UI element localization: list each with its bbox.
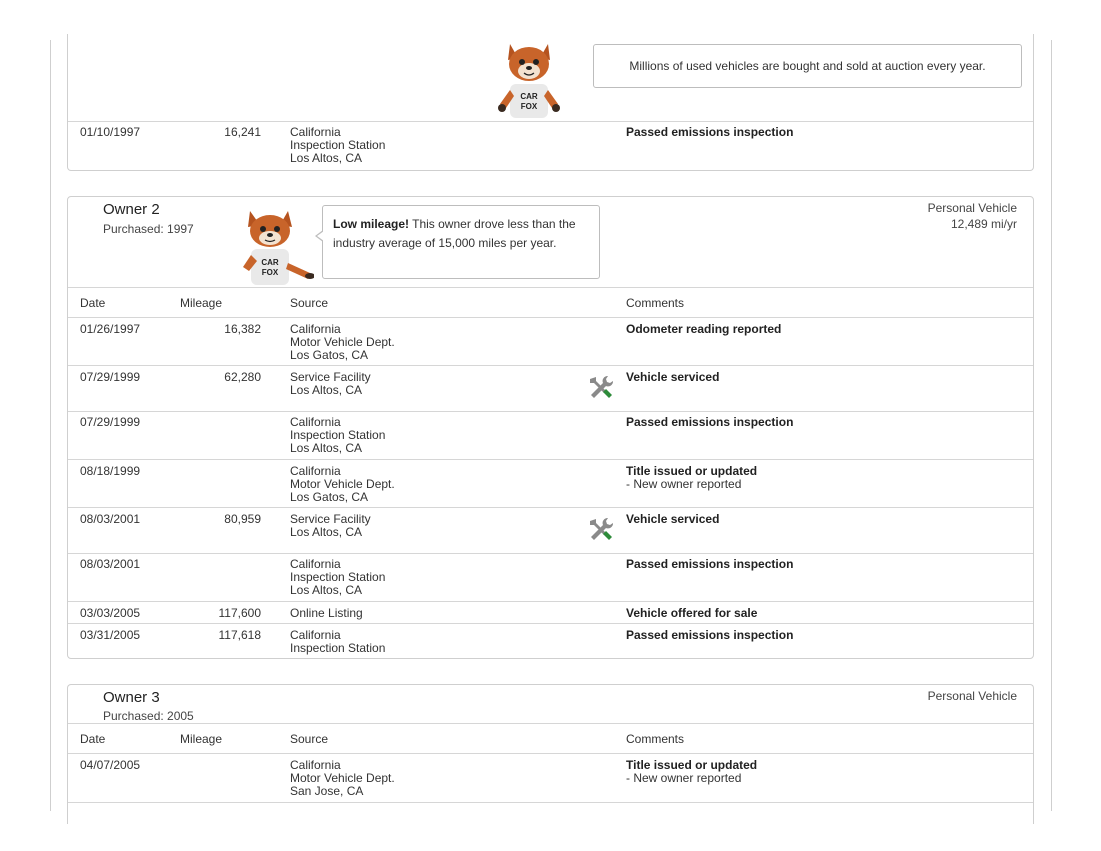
owner-purchased: Purchased: 2005 bbox=[103, 709, 194, 723]
row-comment-title: Title issued or updated bbox=[626, 758, 758, 772]
low-mileage-tip-bubble bbox=[322, 205, 600, 279]
owner-vehicle-type: Personal Vehicle bbox=[927, 689, 1017, 703]
row-comment-title: Passed emissions inspection bbox=[626, 628, 794, 642]
col-head-mileage: Mileage bbox=[180, 732, 223, 746]
row-date: 04/07/2005 bbox=[80, 758, 141, 772]
row-comment-title: Passed emissions inspection bbox=[626, 557, 794, 571]
owner-mileage-rate: 12,489 mi/yr bbox=[950, 217, 1017, 231]
owner-title: Owner 3 bbox=[103, 689, 160, 706]
row-source: California Inspection Station Los Altos, CA bbox=[290, 557, 386, 597]
svg-text:CAR: CAR bbox=[261, 258, 279, 267]
col-head-date: Date bbox=[80, 296, 106, 310]
col-head-comments: Comments bbox=[626, 732, 685, 746]
row-comment-title: Passed emissions inspection bbox=[626, 415, 794, 429]
auction-tip-bubble bbox=[593, 44, 1022, 88]
row-source: California Motor Vehicle Dept. Los Gatos, CA bbox=[290, 464, 395, 504]
row-comment-title: Odometer reading reported bbox=[626, 322, 782, 336]
row-comment bbox=[626, 558, 793, 571]
row-source: California Motor Vehicle Dept. Los Gatos, CA bbox=[290, 322, 395, 362]
row-date: 01/10/1997 bbox=[80, 125, 141, 139]
row-date: 08/03/2001 bbox=[80, 557, 141, 571]
col-head-source: Source bbox=[290, 296, 329, 310]
row-source: California Inspection Station Los Altos, CA bbox=[290, 415, 386, 455]
divider bbox=[68, 365, 1033, 366]
row-comment-title: Vehicle offered for sale bbox=[626, 606, 758, 620]
row-source: Service Facility Los Altos, CA bbox=[290, 512, 371, 539]
page-frame-right bbox=[1051, 40, 1052, 811]
row-comment-detail: - New owner reported bbox=[626, 477, 742, 491]
auction-tip-text: Millions of used vehicles are bought and sold at auction every year. bbox=[629, 59, 986, 73]
divider bbox=[68, 317, 1033, 318]
row-comment-title: Title issued or updated bbox=[626, 464, 758, 478]
divider bbox=[68, 802, 1033, 803]
owner-vehicle-type: Personal Vehicle bbox=[927, 201, 1017, 215]
row-comment bbox=[626, 126, 793, 139]
col-head-source: Source bbox=[290, 732, 329, 746]
row-mileage: 117,600 bbox=[218, 606, 261, 620]
row-comment bbox=[626, 607, 757, 620]
row-mileage: 62,280 bbox=[224, 370, 261, 384]
col-head-comments: Comments bbox=[626, 296, 685, 310]
divider bbox=[68, 723, 1033, 724]
low-mileage-tip-text: This owner drove less than the industry average of 15,000 miles per year. bbox=[333, 217, 576, 250]
owner-3-card bbox=[67, 684, 1034, 824]
row-comment bbox=[626, 513, 719, 526]
row-comment-title: Passed emissions inspection bbox=[626, 125, 794, 139]
carfox-mascot-icon bbox=[238, 207, 314, 287]
row-mileage: 80,959 bbox=[224, 512, 261, 526]
divider bbox=[68, 601, 1033, 602]
owner-title: Owner 2 bbox=[103, 201, 160, 218]
divider bbox=[68, 623, 1033, 624]
row-source: Service Facility Los Altos, CA bbox=[290, 370, 371, 397]
row-source: California Inspection Station bbox=[290, 628, 386, 655]
service-wrench-icon bbox=[586, 373, 614, 401]
divider bbox=[68, 459, 1033, 460]
row-comment bbox=[626, 371, 719, 384]
row-comment-detail: - New owner reported bbox=[626, 771, 742, 785]
divider bbox=[68, 753, 1033, 754]
row-comment-title: Vehicle serviced bbox=[626, 370, 720, 384]
owner-2-card bbox=[67, 196, 1034, 659]
low-mileage-tip-bold: Low mileage! bbox=[333, 217, 410, 231]
row-date: 07/29/1999 bbox=[80, 370, 141, 384]
divider bbox=[68, 553, 1033, 554]
row-mileage: 117,618 bbox=[218, 628, 261, 642]
owner-1-card bbox=[67, 34, 1034, 171]
row-date: 03/03/2005 bbox=[80, 606, 141, 620]
service-wrench-icon bbox=[586, 515, 614, 543]
row-mileage: 16,241 bbox=[224, 125, 261, 139]
svg-text:CAR: CAR bbox=[520, 92, 538, 101]
row-source: California Motor Vehicle Dept. San Jose, CA bbox=[290, 758, 395, 798]
col-head-mileage: Mileage bbox=[180, 296, 223, 310]
divider bbox=[68, 287, 1033, 288]
row-comment bbox=[626, 629, 793, 642]
divider bbox=[68, 411, 1033, 412]
page-frame-left bbox=[50, 40, 51, 811]
divider bbox=[68, 121, 1033, 122]
row-date: 07/29/1999 bbox=[80, 415, 141, 429]
row-date: 03/31/2005 bbox=[80, 628, 141, 642]
row-date: 08/03/2001 bbox=[80, 512, 141, 526]
row-date: 01/26/1997 bbox=[80, 322, 141, 336]
row-comment bbox=[626, 759, 757, 785]
svg-text:FOX: FOX bbox=[261, 268, 279, 277]
row-comment bbox=[626, 416, 793, 429]
row-mileage: 16,382 bbox=[224, 322, 261, 336]
divider bbox=[68, 507, 1033, 508]
svg-text:FOX: FOX bbox=[520, 102, 538, 111]
row-source: California Inspection Station Los Altos, CA bbox=[290, 125, 386, 165]
owner-purchased: Purchased: 1997 bbox=[103, 222, 194, 236]
row-comment bbox=[626, 323, 781, 336]
row-comment bbox=[626, 465, 757, 491]
row-source: Online Listing bbox=[290, 606, 363, 620]
row-date: 08/18/1999 bbox=[80, 464, 141, 478]
col-head-date: Date bbox=[80, 732, 106, 746]
carfox-mascot-icon bbox=[494, 38, 564, 122]
row-comment-title: Vehicle serviced bbox=[626, 512, 720, 526]
